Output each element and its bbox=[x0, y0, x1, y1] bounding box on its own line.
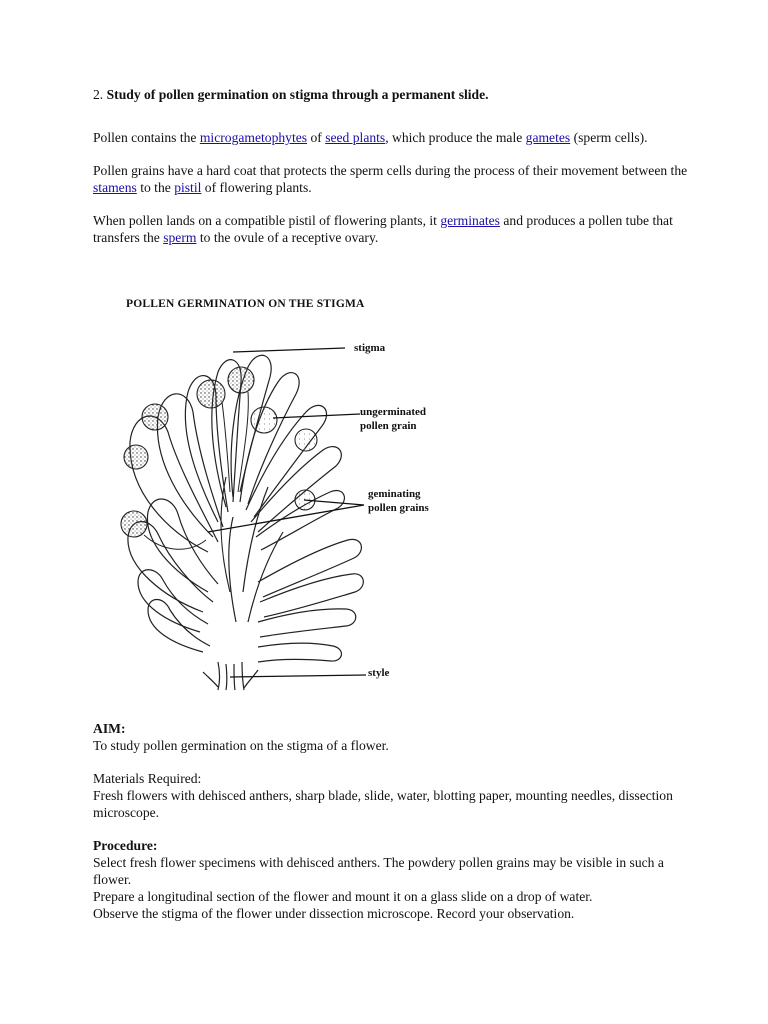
procedure-step-3: Observe the stigma of the flower under dissection microscope. Record your observation. bbox=[93, 906, 575, 921]
aim-text: To study pollen germination on the stigma of a flower. bbox=[93, 738, 389, 753]
paragraph-pollen-contains bbox=[93, 129, 693, 146]
label-leader-lines bbox=[208, 348, 366, 677]
section-number: 2. bbox=[93, 87, 104, 102]
label-germinating-2: pollen grains bbox=[368, 502, 429, 514]
link-seed-plants[interactable]: seed plants bbox=[325, 130, 386, 145]
para3-text-3: to the ovule of a receptive ovary. bbox=[196, 230, 379, 245]
aim-heading: AIM: bbox=[93, 721, 126, 736]
para1-text-1: Pollen contains the bbox=[93, 130, 200, 145]
procedure-step-1: Select fresh flower specimens with dehisced anthers. The powdery pollen grains may be visible in such a flower. bbox=[93, 855, 664, 887]
materials-text: Fresh flowers with dehisced anthers, sharp blade, slide, water, blotting paper, mounting needles, dissection microscope. bbox=[93, 788, 673, 820]
para1-text-2: of bbox=[307, 130, 326, 145]
procedure-heading: Procedure: bbox=[93, 838, 158, 853]
link-germinates[interactable]: germinates bbox=[440, 213, 500, 228]
label-ungerminated-1: ungerminated bbox=[360, 406, 426, 418]
document-body bbox=[93, 86, 693, 246]
para2-text-3: of flowering plants. bbox=[201, 180, 312, 195]
section-heading bbox=[93, 86, 693, 103]
procedure-step-2: Prepare a longitudinal section of the flower and mount it on a glass slide on a drop of water. bbox=[93, 889, 593, 904]
link-pistil[interactable]: pistil bbox=[174, 180, 202, 195]
label-ungerminated-2: pollen grain bbox=[360, 420, 417, 432]
materials-heading: Materials Required: bbox=[93, 771, 202, 786]
label-style: style bbox=[368, 667, 390, 679]
section-title: Study of pollen germination on stigma through a permanent slide. bbox=[106, 87, 489, 102]
para2-text-2: to the bbox=[136, 180, 175, 195]
link-microgametophytes[interactable]: microgametophytes bbox=[199, 130, 308, 145]
para1-text-4: (sperm cells). bbox=[570, 130, 648, 145]
figure-title: POLLEN GERMINATION ON THE STIGMA bbox=[126, 298, 365, 310]
stigma-papillae bbox=[128, 355, 363, 690]
paragraph-hard-coat bbox=[93, 162, 693, 196]
para1-text-3: , which produce the male bbox=[385, 130, 526, 145]
link-stamens[interactable]: stamens bbox=[93, 180, 137, 195]
para3-text-2: and produces a pollen tube that transfers the bbox=[93, 213, 673, 245]
label-germinating-1: geminating bbox=[368, 488, 421, 500]
link-sperm[interactable]: sperm bbox=[163, 230, 197, 245]
para3-text-1: When pollen lands on a compatible pistil of flowering plants, it bbox=[93, 213, 441, 228]
pollen-germination-figure bbox=[108, 292, 448, 692]
experiment-details bbox=[93, 720, 693, 922]
para2-text-1: Pollen grains have a hard coat that protects the sperm cells during the process of their movement between the bbox=[93, 163, 688, 178]
link-gametes[interactable]: gametes bbox=[525, 130, 571, 145]
paragraph-pollen-lands bbox=[93, 212, 693, 246]
label-stigma: stigma bbox=[354, 342, 386, 354]
